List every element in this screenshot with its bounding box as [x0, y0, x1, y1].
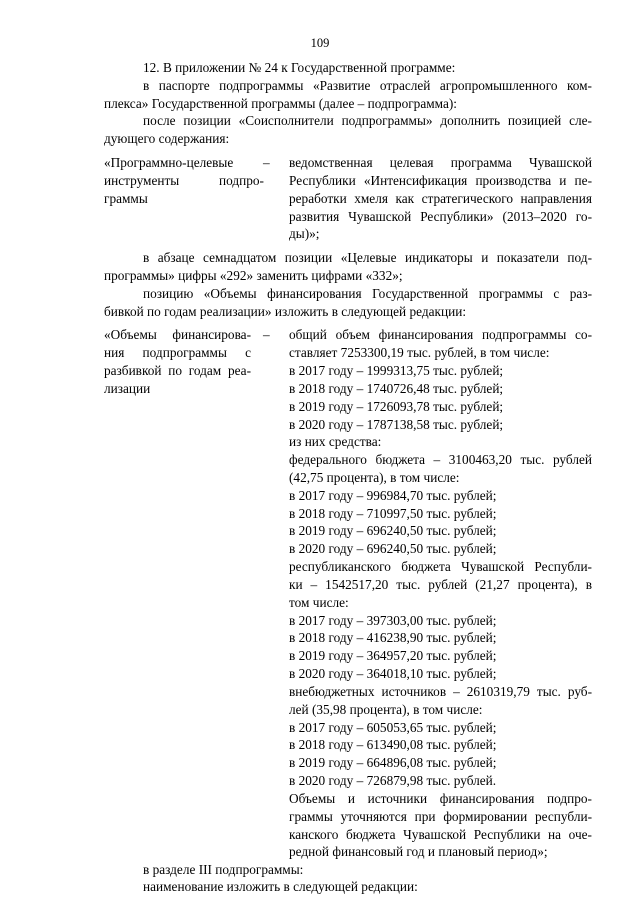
- financing-line: в 2019 году – 664896,08 тыс. рублей;: [289, 755, 497, 770]
- volumes-position-line-2: бивкой по годам реализации» изложить в следующей редакции:: [104, 304, 467, 319]
- paragraph-17-line-2: программы» цифры «292» заменить цифрами «332»;: [104, 268, 403, 283]
- financing-line: общий объем финансирования подпрограммы со-: [289, 327, 592, 342]
- financing-line: федерального бюджета – 3100463,20 тыс. рублей: [289, 452, 592, 467]
- financing-line: лей (35,98 процента), в том числе:: [289, 702, 483, 717]
- volumes-position-line-1: позицию «Объемы финансирования Государственной программы с раз-: [143, 286, 592, 301]
- volumes-label-line: разбивкой по годам реа-: [104, 363, 251, 378]
- financing-line: Объемы и источники финансирования подпро-: [289, 791, 592, 806]
- financing-line: том числе:: [289, 595, 349, 610]
- instruments-text-line: Республики «Интенсификация производства и пе-: [289, 173, 592, 188]
- financing-line: в 2017 году – 605053,65 тыс. рублей;: [289, 720, 497, 735]
- passport-line-1: в паспорте подпрограммы «Развитие отраслей агропромышленного ком-: [143, 78, 592, 93]
- financing-line: в 2019 году – 696240,50 тыс. рублей;: [289, 523, 497, 538]
- financing-line: в 2017 году – 996984,70 тыс. рублей;: [289, 488, 497, 503]
- page-number: 109: [310, 36, 330, 50]
- financing-line: редной финансовый год и плановый период»;: [289, 844, 548, 859]
- financing-line: из них средства:: [289, 434, 382, 449]
- volumes-label-line: лизации: [104, 381, 151, 396]
- closing-line-2: наименование изложить в следующей редакции:: [143, 879, 418, 894]
- after-position-line-1: после позиции «Соисполнители подпрограммы» дополнить позицией сле-: [143, 113, 592, 128]
- instruments-text-line: ды)»;: [289, 226, 320, 241]
- passport-line-2: плекса» Государственной программы (далее – подпрограмма):: [104, 96, 457, 111]
- instruments-label-line-1: «Программно-целевые: [104, 155, 234, 170]
- financing-line: в 2020 году – 1787138,58 тыс. рублей;: [289, 417, 504, 432]
- financing-line: в 2019 году – 364957,20 тыс. рублей;: [289, 648, 497, 663]
- financing-line: в 2020 году – 364018,10 тыс. рублей;: [289, 666, 497, 681]
- financing-line: в 2018 году – 416238,90 тыс. рублей;: [289, 630, 497, 645]
- instruments-text-line: развития Чувашской Республики» (2013–2020 го-: [289, 209, 592, 224]
- financing-line: внебюджетных источников – 2610319,79 тыс. руб-: [289, 684, 592, 699]
- after-position-line-2: дующего содержания:: [104, 131, 230, 146]
- financing-line: в 2018 году – 613490,08 тыс. рублей;: [289, 737, 497, 752]
- volumes-label-line: ния подпрограммы с: [104, 345, 251, 360]
- volumes-label-line: «Объемы финансирова-: [104, 327, 251, 342]
- section-heading: 12. В приложении № 24 к Государственной программе:: [143, 60, 456, 75]
- instruments-text-line: реработки хмеля как стратегического направления: [289, 191, 592, 206]
- closing-line-1: в разделе III подпрограммы:: [143, 862, 304, 877]
- financing-line: граммы уточняются при формировании республи-: [289, 809, 592, 824]
- volumes-dash: –: [263, 327, 270, 342]
- financing-line: в 2020 году – 696240,50 тыс. рублей;: [289, 541, 497, 556]
- instruments-label-word: инструменты: [104, 173, 180, 188]
- financing-line: в 2017 году – 1999313,75 тыс. рублей;: [289, 363, 504, 378]
- financing-line: республиканского бюджета Чувашской Республи-: [289, 559, 592, 574]
- instruments-text-line: ведомственная целевая программа Чувашской: [289, 155, 592, 170]
- financing-line: в 2017 году – 397303,00 тыс. рублей;: [289, 613, 497, 628]
- instruments-label-line-3: граммы: [104, 191, 148, 206]
- financing-line: в 2020 году – 726879,98 тыс. рублей.: [289, 773, 497, 788]
- financing-line: в 2018 году – 1740726,48 тыс. рублей;: [289, 381, 504, 396]
- financing-line: в 2019 году – 1726093,78 тыс. рублей;: [289, 399, 504, 414]
- financing-line: канского бюджета Чувашской Республики на оче-: [289, 827, 592, 842]
- instruments-dash: –: [263, 155, 270, 170]
- financing-line: (42,75 процента), в том числе:: [289, 470, 460, 485]
- instruments-label-word-2: подпро-: [219, 173, 264, 188]
- financing-line: в 2018 году – 710997,50 тыс. рублей;: [289, 506, 497, 521]
- paragraph-17-line-1: в абзаце семнадцатом позиции «Целевые индикаторы и показатели под-: [143, 250, 592, 265]
- financing-line: ставляет 7253300,19 тыс. рублей, в том числе:: [289, 345, 550, 360]
- financing-line: ки – 1542517,20 тыс. рублей (21,27 процента), в: [289, 577, 592, 592]
